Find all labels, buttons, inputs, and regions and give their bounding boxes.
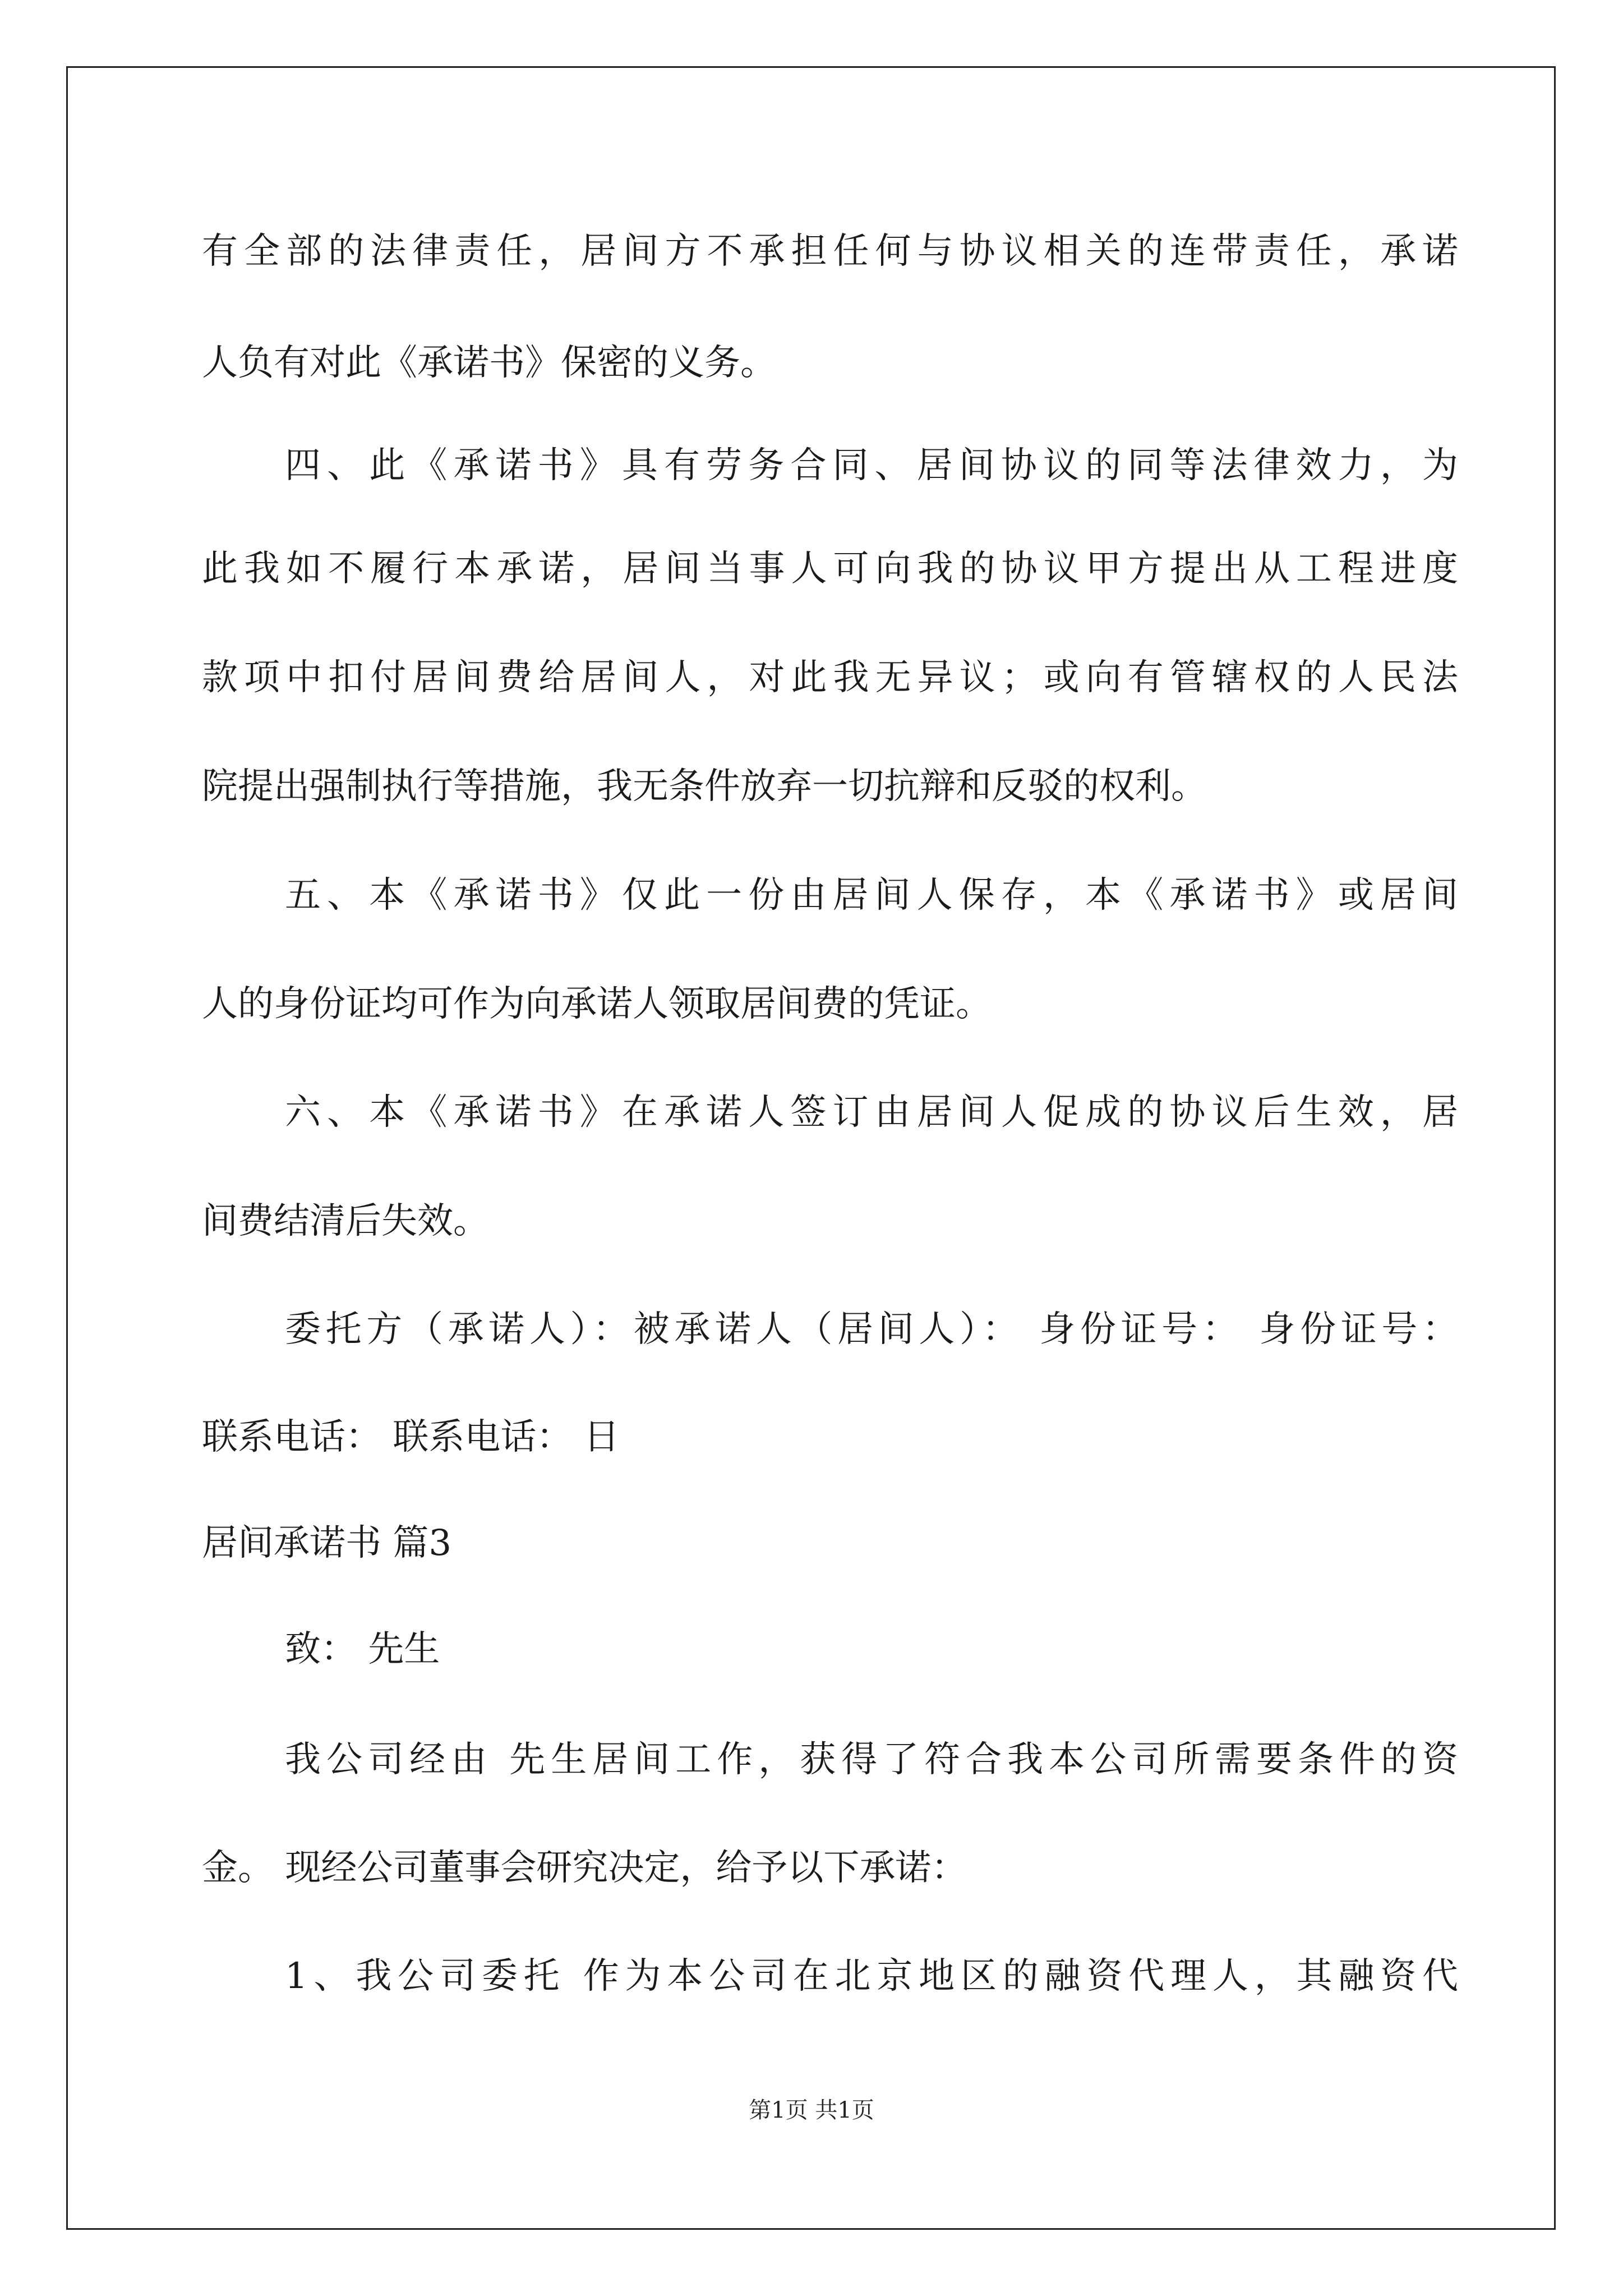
paragraph-line: 五、本《承诺书》仅此一份由居间人保存，本《承诺书》或居间 (285, 875, 1458, 916)
paragraph-line: 人的身份证均可作为向承诺人领取居间费的凭证。 (202, 983, 992, 1025)
page-number-footer: 第1页 共1页 (749, 2097, 874, 2123)
paragraph-line: 款项中扣付居间费给居间人，对此我无异议；或向有管辖权的人民法 (202, 657, 1458, 698)
page-border (66, 66, 1556, 2230)
paragraph-line: 联系电话： 联系电话： 日 (202, 1416, 620, 1458)
paragraph-line: 人负有对此《承诺书》保密的义务。 (202, 342, 776, 384)
salutation: 致： 先生 (285, 1628, 440, 1670)
paragraph-line: 有全部的法律责任，居间方不承担任何与协议相关的连带责任，承诺 (202, 231, 1458, 272)
paragraph-line: 我公司经由 先生居间工作，获得了符合我本公司所需要条件的资 (285, 1739, 1458, 1780)
paragraph-line: 金。 现经公司董事会研究决定，给予以下承诺： (202, 1847, 967, 1889)
paragraph-line: 此我如不履行本承诺，居间当事人可向我的协议甲方提出从工程进度 (202, 548, 1458, 590)
paragraph-line: 六、本《承诺书》在承诺人签订由居间人促成的协议后生效，居 (285, 1092, 1458, 1133)
paragraph-line: 院提出强制执行等措施，我无条件放弃一切抗辩和反驳的权利。 (202, 766, 1207, 807)
paragraph-line: 委托方（承诺人）：被承诺人（居间人）： 身份证号： 身份证号： (285, 1309, 1458, 1350)
paragraph-line: 间费结清后失效。 (202, 1200, 489, 1242)
paragraph-line: 四、此《承诺书》具有劳务合同、居间协议的同等法律效力，为 (285, 445, 1458, 486)
paragraph-line: 1、我公司委托 作为本公司在北京地区的融资代理人，其融资代 (285, 1955, 1458, 1997)
section-heading: 居间承诺书 篇3 (202, 1522, 452, 1564)
